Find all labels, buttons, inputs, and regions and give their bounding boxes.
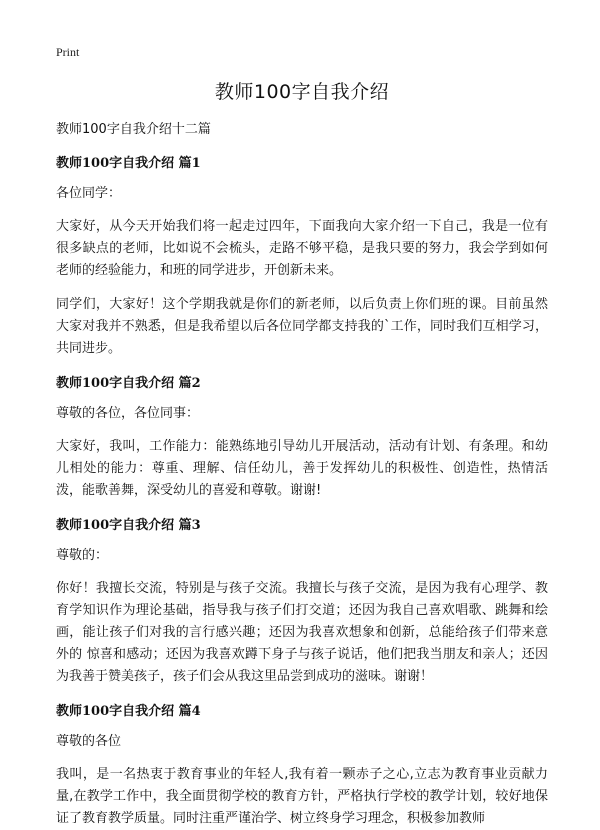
section-heading: 教师100字自我介绍 篇1 <box>56 156 201 171</box>
page-title: 教师100字自我介绍 <box>214 81 390 103</box>
section-greeting: 尊敬的各位，各位同事： <box>56 406 200 421</box>
section-greeting: 尊敬的： <box>56 548 109 563</box>
section-4 <box>56 702 548 830</box>
document-subtitle: 教师100字自我介绍十二篇 <box>56 122 211 137</box>
section-greeting: 尊敬的各位 <box>56 734 122 749</box>
section-2 <box>56 374 548 502</box>
paragraph: 你好！我擅长交流，特别是与孩子交流。我擅长与孩子交流，是因为我有心理学、教育学知识作为理论基础，指导我与孩子们打交道；还因为我自己喜欢唱歌、跳舞和绘画，能让孩子们对我的言行感兴趣；还因为我喜欢想象和创新，总能给孩子们带来意外的 惊喜和感动；还因为我喜欢蹲下身子与孩子说话，他们把我当朋友和亲人；还因为我善于赞美孩子，孩子们会从我这里品尝到成功的滋味。谢谢！ <box>56 581 548 684</box>
paragraph: 我叫，是一名热衷于教育事业的年轻人,我有着一颗赤子之心,立志为教育事业贡献力量,在教学工作中，我全面贯彻学校的教育方针，严格执行学校的教学计划，较好地保证了教育教学质量。同时注重严谨治学、树立终身学习理念，积极参加教师 <box>56 767 548 826</box>
section-heading: 教师100字自我介绍 篇2 <box>56 376 201 391</box>
section-heading: 教师100字自我介绍 篇4 <box>56 704 201 719</box>
section-1 <box>56 154 548 360</box>
section-3 <box>56 516 548 688</box>
section-heading: 教师100字自我介绍 篇3 <box>56 518 201 533</box>
section-greeting: 各位同学： <box>56 186 122 201</box>
paragraph: 同学们，大家好！这个学期我就是你们的新老师，以后负责上你们班的课。目前虽然大家对我并不熟悉，但是我希望以后各位同学都支持我的`工作，同时我们互相学习，共同进步。 <box>56 297 548 356</box>
paragraph: 大家好，从今天开始我们将一起走过四年，下面我向大家介绍一下自己，我是一位有很多缺点的老师，比如说不会梳头，走路不够平稳，是我只要的努力，我会学到如何老师的经验能力，和班的同学进步，开创新未来。 <box>56 219 548 278</box>
paragraph: 大家好，我叫，工作能力：能熟练地引导幼儿开展活动，活动有计划、有条理。和幼儿相处的能力：尊重、理解、信任幼儿，善于发挥幼儿的积极性、创造性，热情活泼，能歌善舞，深受幼儿的喜爱和尊敬。谢谢! <box>56 439 548 498</box>
print-link[interactable]: Print <box>56 45 80 59</box>
